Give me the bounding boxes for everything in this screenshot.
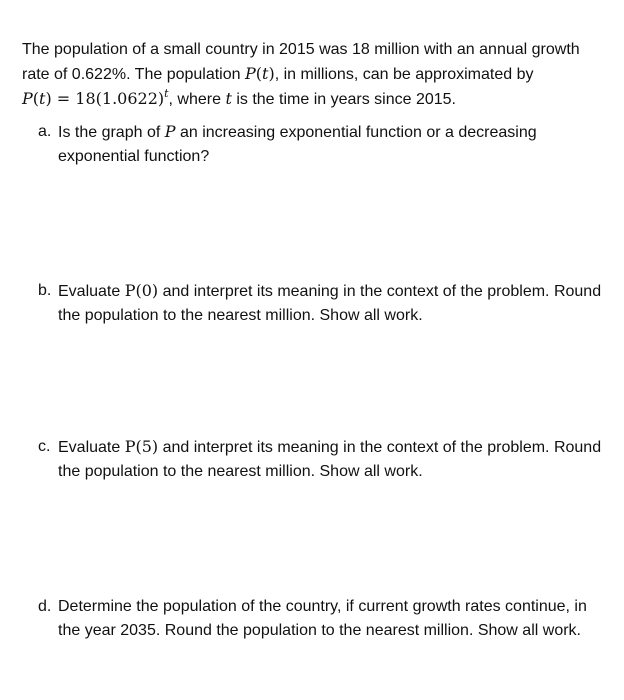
question-b-text: Evaluate P(0) and interpret its meaning in the context of the problem. Round the population to the nearest million. Show all work. [58, 281, 602, 324]
question-a [38, 120, 608, 169]
intro-line-2-start: rate of 0.622%. The population [22, 66, 245, 83]
population-formula: $P(t) = 18(1.0622)^t$ [22, 86, 169, 108]
expression-p0: P(0) [124, 281, 159, 300]
question-d-label: d. [38, 598, 52, 615]
intro-line-3-end: is the time in years since 2015. [231, 91, 456, 108]
question-c [38, 435, 608, 484]
question-a-label: a. [38, 123, 52, 140]
variable-t: t [225, 89, 232, 108]
intro-line-2-end: , in millions, can be approximated by [274, 66, 534, 83]
expression-p5: P(5) [124, 437, 159, 456]
question-b [38, 279, 608, 328]
problem-intro [22, 38, 612, 112]
question-a-text: Is the graph of P an increasing exponential function or a decreasing exponential function? [58, 122, 537, 165]
question-d-text: Determine the population of the country, if current growth rates continue, in the year 2035. Round the population to the nearest million. Show all work. [58, 598, 587, 639]
question-c-label: c. [38, 438, 51, 455]
intro-line-3-mid: , where [168, 91, 226, 108]
question-d [38, 595, 608, 643]
question-c-text: Evaluate P(5) and interpret its meaning in the context of the problem. Round the population to the nearest million. Show all work. [58, 437, 602, 480]
function-notation: P(t) [244, 64, 275, 83]
question-b-label: b. [38, 282, 52, 299]
intro-line-1: The population of a small country in 2015 was 18 million with an annual growth [22, 41, 580, 58]
